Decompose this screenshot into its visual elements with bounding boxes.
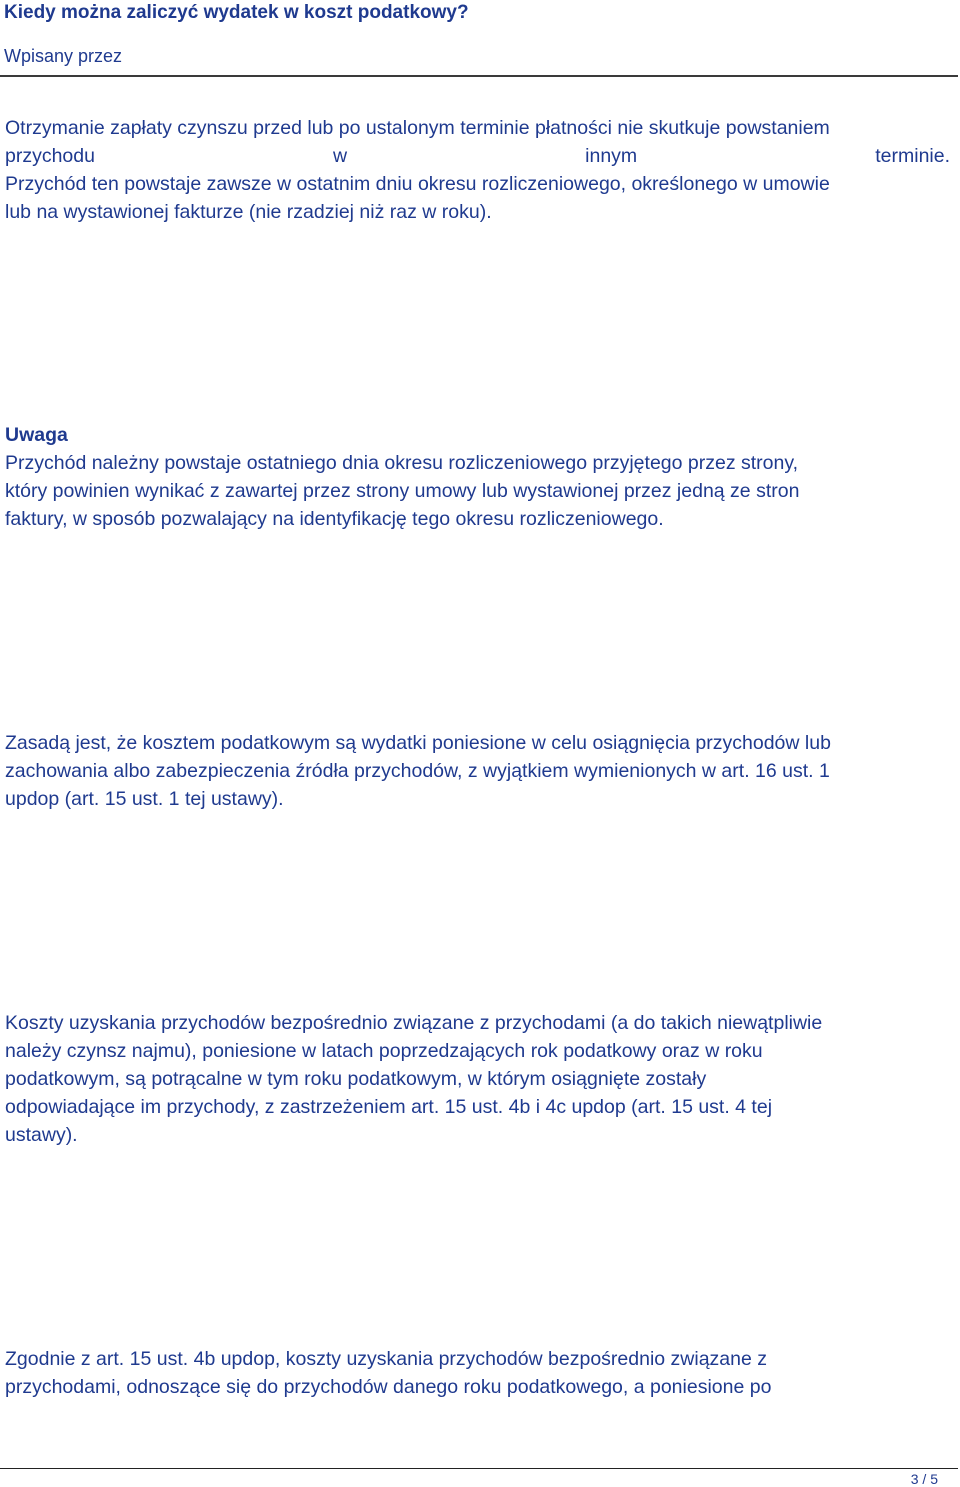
- author-line: Wpisany przez: [4, 46, 123, 66]
- paragraph-note: [5, 421, 950, 533]
- paragraph-line-justified: [5, 142, 950, 170]
- note-heading: Uwaga: [5, 424, 68, 446]
- paragraph-line: updop (art. 15 ust. 1 tej ustawy).: [5, 788, 284, 810]
- paragraph-line-start: przychodu w innym: [5, 145, 638, 167]
- paragraph-line: Przychód należny powstaje ostatniego dnia okresu rozliczeniowego przyjętego przez strony,: [5, 452, 799, 474]
- paragraph-line: ustawy).: [5, 1124, 78, 1146]
- paragraph-line: zachowania albo zabezpieczenia źródła przychodów, z wyjątkiem wymienionych w art. 16 ust. 1: [5, 760, 830, 782]
- paragraph-line: przychodami, odnoszące się do przychodów danego roku podatkowego, a poniesione po: [5, 1376, 772, 1398]
- paragraph-tax-cost-rule: [5, 729, 950, 813]
- paragraph-art-15-4b: [5, 1345, 950, 1401]
- paragraph-line-end: terminie.: [875, 145, 951, 167]
- paragraph-line: Przychód ten powstaje zawsze w ostatnim dniu okresu rozliczeniowego, określonego w umowie: [5, 173, 830, 195]
- document-title: Kiedy można zaliczyć wydatek w koszt podatkowy?: [4, 2, 469, 23]
- paragraph-line: Zgodnie z art. 15 ust. 4b updop, koszty uzyskania przychodów bezpośrednio związane z: [5, 1348, 768, 1370]
- page-number: 3 / 5: [910, 1471, 938, 1487]
- paragraph-line: lub na wystawionej fakturze (nie rzadziej niż raz w roku).: [5, 201, 492, 223]
- paragraph-line: Koszty uzyskania przychodów bezpośrednio związane z przychodami (a do takich niewątpliwie: [5, 1012, 823, 1034]
- paragraph-line: należy czynsz najmu), poniesione w latach poprzedzających rok podatkowy oraz w roku: [5, 1040, 763, 1062]
- footer-divider: [0, 1468, 958, 1469]
- paragraph-direct-costs: [5, 1009, 950, 1149]
- paragraph-line: odpowiadające im przychody, z zastrzeżeniem art. 15 ust. 4b i 4c updop (art. 15 ust. 4 tej: [5, 1096, 773, 1118]
- paragraph-line: Otrzymanie zapłaty czynszu przed lub po ustalonym terminie płatności nie skutkuje powstaniem: [5, 117, 830, 139]
- paragraph-line: podatkowym, są potrącalne w tym roku podatkowym, w którym osiągnięte zostały: [5, 1068, 707, 1090]
- paragraph-line: faktury, w sposób pozwalający na identyfikację tego okresu rozliczeniowego.: [5, 508, 664, 530]
- header-divider: [0, 75, 958, 77]
- paragraph-line: Zasadą jest, że kosztem podatkowym są wydatki poniesione w celu osiągnięcia przychodów lub: [5, 732, 831, 754]
- paragraph-rent-payment: [5, 114, 950, 226]
- paragraph-line: który powinien wynikać z zawartej przez strony umowy lub wystawionej przez jedną ze stron: [5, 480, 800, 502]
